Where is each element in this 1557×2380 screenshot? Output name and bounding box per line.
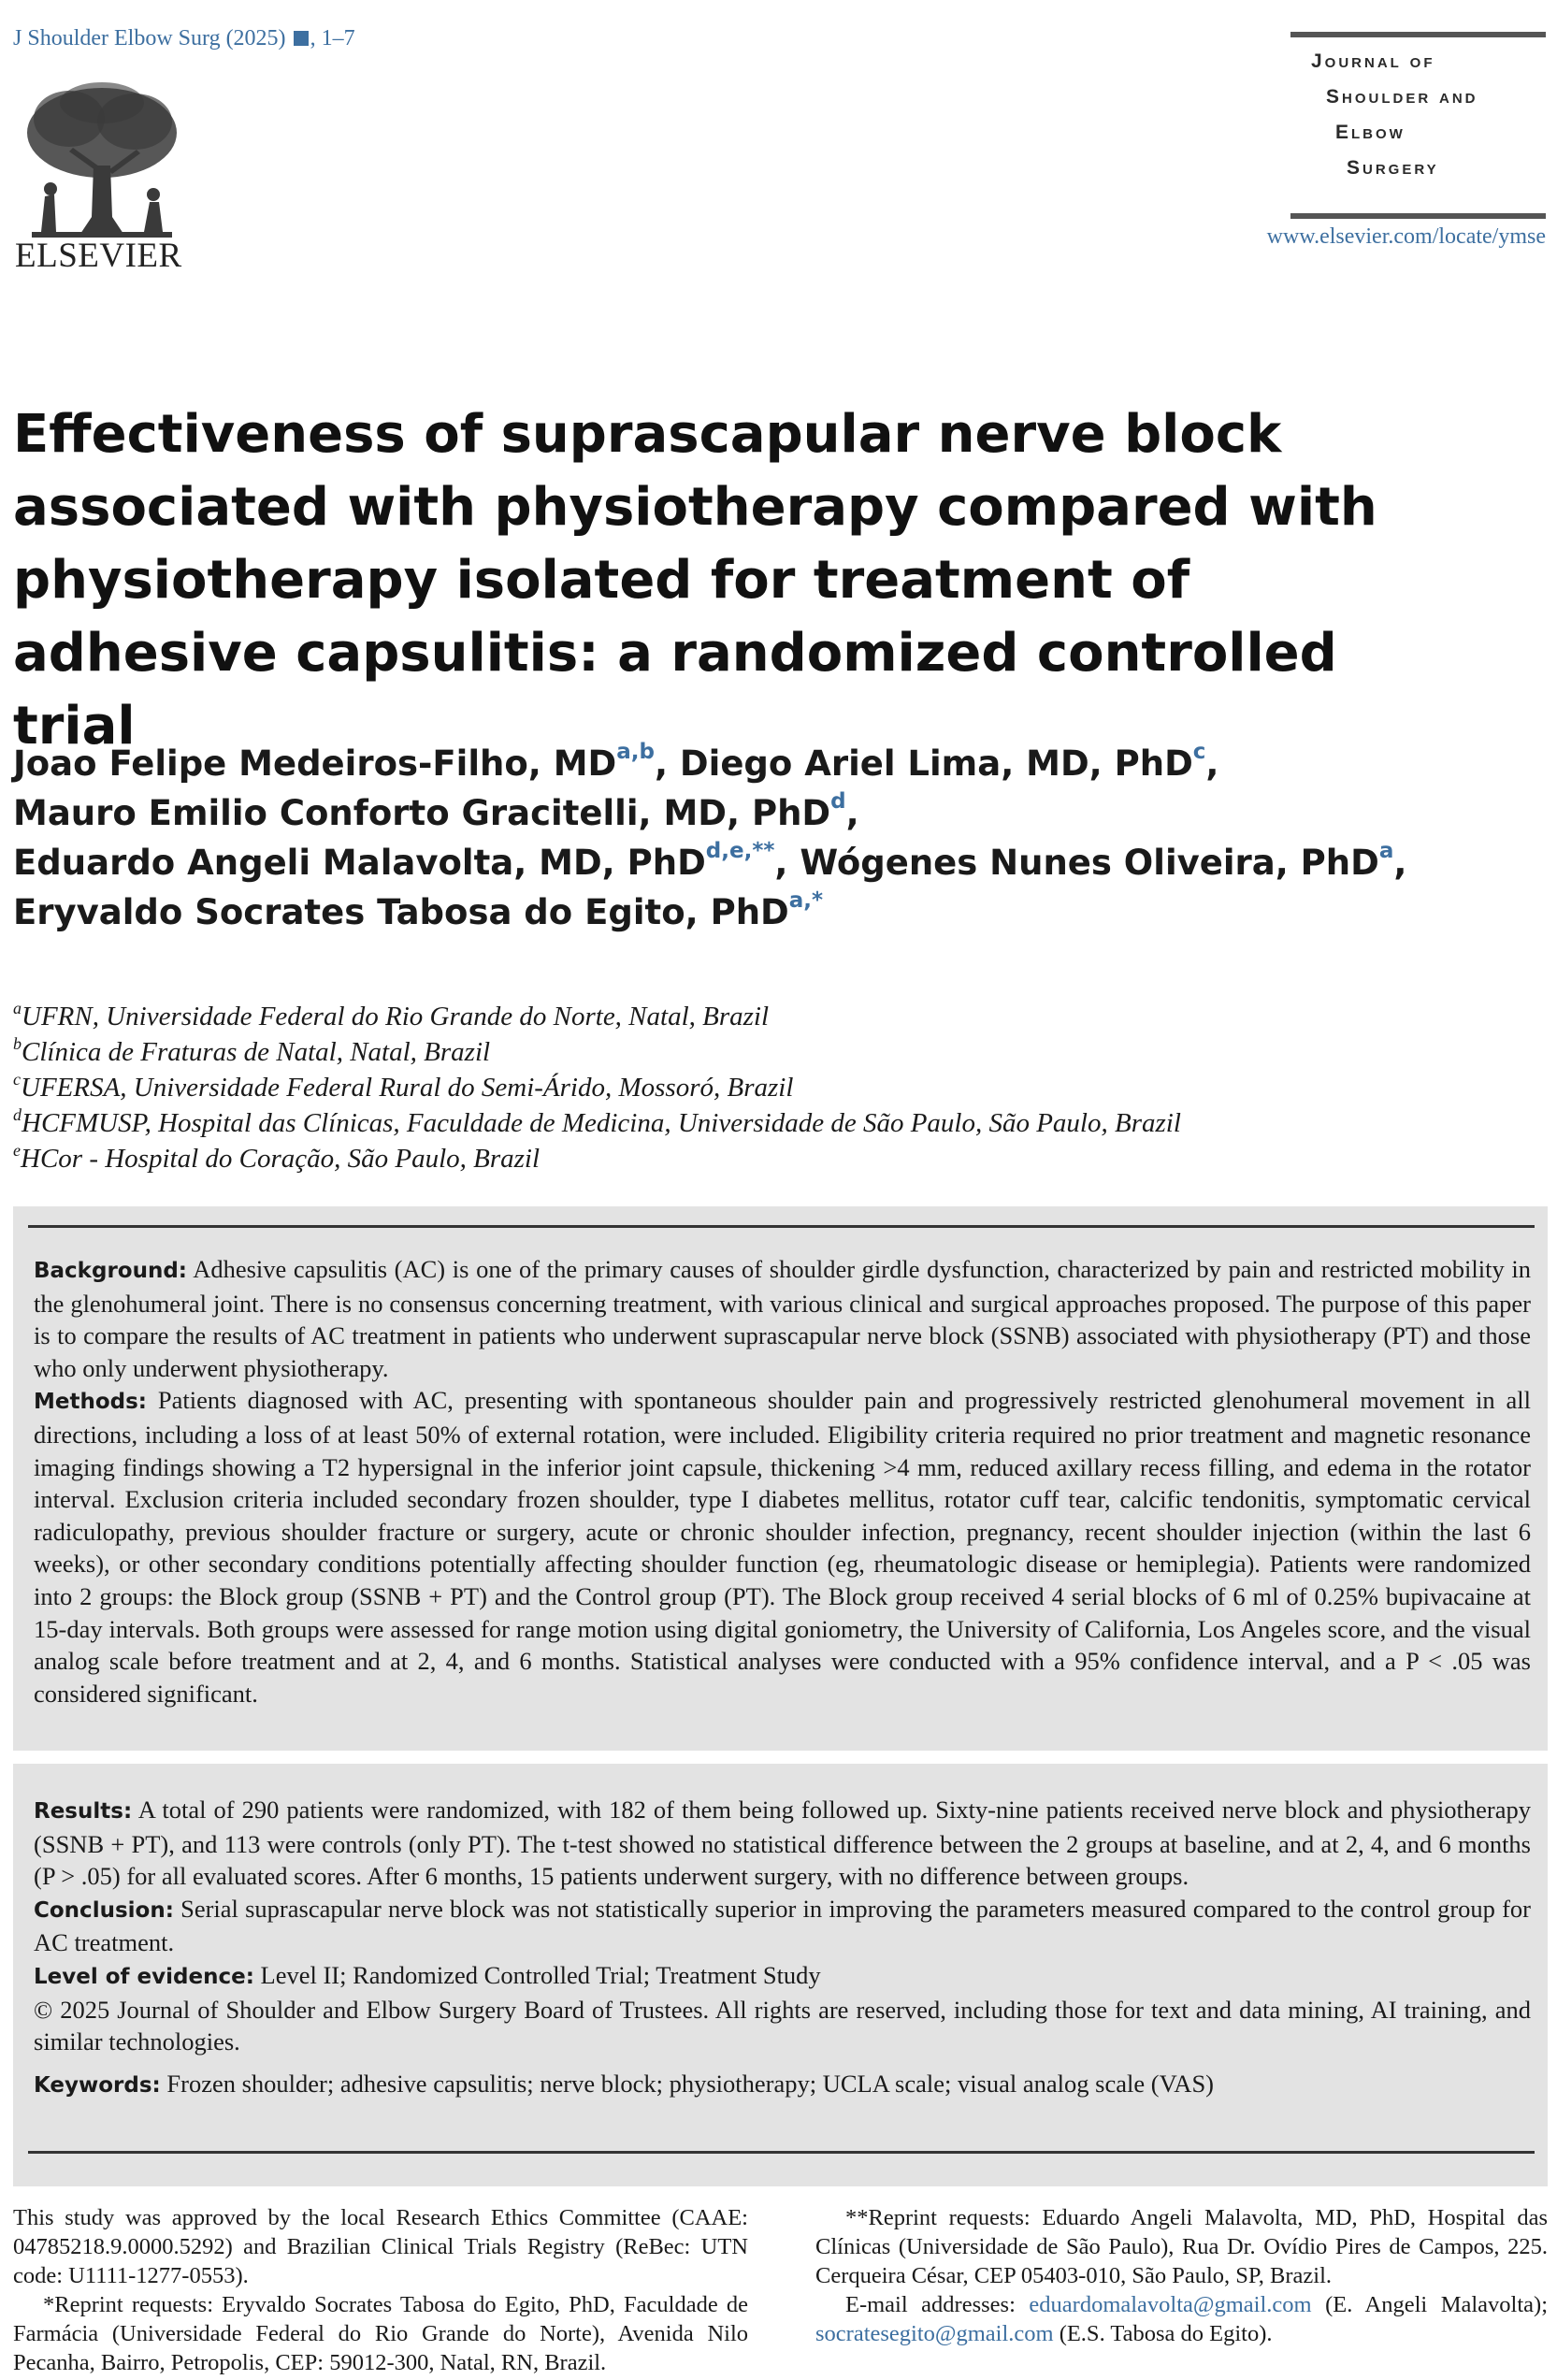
email-link-2[interactable]: socratesegito@gmail.com <box>815 2321 1054 2346</box>
abstract-bottom-rule <box>28 2151 1535 2154</box>
journal-logo-line-4: Surgery <box>1347 157 1439 179</box>
issue-square-icon <box>294 31 309 46</box>
affiliation-list <box>13 999 1181 1176</box>
author-affiliation-marker[interactable]: c <box>1192 740 1206 764</box>
affiliation-item: $^a$UFRN, Universidade Federal do Rio Grande do Norte, Natal, Brazil <box>13 999 770 1031</box>
journal-logo-box <box>1290 32 1546 219</box>
author-affiliation-marker[interactable]: a <box>1378 839 1394 863</box>
author-affiliation-marker[interactable]: d <box>830 789 846 814</box>
journal-citation: J Shoulder Elbow Surg (2025) , 1–7 <box>13 26 355 50</box>
affiliation-item: $^e$HCor - Hospital do Coração, São Paulo, Brazil <box>13 1141 541 1174</box>
journal-logo-line-3: Elbow <box>1335 122 1406 143</box>
email-addresses: E-mail addresses: eduardomalavolta@gmail.com (E. Angeli Malavolta); socratesegito@gmail.com (E.S. Tabosa do Egito). <box>815 2292 1548 2346</box>
footnote-left-column <box>13 2203 748 2377</box>
abstract-keywords: Keywords: Frozen shoulder; adhesive capsulitis; nerve block; physiotherapy; UCLA scale; visual analog scale (VAS) <box>34 2069 1215 2098</box>
author-name: Mauro Emilio Conforto Gracitelli, MD, PhD <box>13 793 831 833</box>
affiliation-item: $^d$HCFMUSP, Hospital das Clínicas, Faculdade de Medicina, Universidade de São Paulo, São Paulo, Brazil <box>13 1105 1181 1138</box>
reprint-request-2: **Reprint requests: Eduardo Angeli Malavolta, MD, PhD, Hospital das Clínicas (Universidade de São Paulo), Rua Dr. Ovídio Pires de Campos, 225. Cerqueira César, CEP 05403-010, São Paulo, SP, Brazil. <box>815 2205 1548 2288</box>
abstract-level-of-evidence: Level of evidence: Level II; Randomized Controlled Trial; Treatment Study <box>34 1960 821 1989</box>
author-affiliation-marker[interactable]: a,* <box>788 888 824 913</box>
author-name: Eduardo Angeli Malavolta, MD, PhD <box>13 843 706 883</box>
journal-url-link[interactable]: www.elsevier.com/locate/ymse <box>1266 224 1546 249</box>
author-name: Diego Ariel Lima, MD, PhD <box>679 743 1193 784</box>
publisher-name: ELSEVIER <box>15 237 182 275</box>
author-name: Wógenes Nunes Oliveira, PhD <box>800 843 1379 883</box>
author-name: Eryvaldo Socrates Tabosa do Egito, PhD <box>13 892 789 932</box>
journal-logo-line-2: Shoulder and <box>1326 86 1478 108</box>
author-name: Joao Felipe Medeiros-Filho, MD <box>13 743 617 784</box>
author-affiliation-marker[interactable]: a,b <box>616 740 655 764</box>
footnote-right-column <box>815 2203 1548 2348</box>
affiliation-item: $^b$Clínica de Fraturas de Natal, Natal, Brazil <box>13 1034 491 1067</box>
reprint-request-1: *Reprint requests: Eryvaldo Socrates Tabosa do Egito, PhD, Faculdade de Farmácia (Universidade Federal do Rio Grande do Norte), Avenida Nilo Pecanha, Bairro, Petropolis, CEP: 59012-300, Natal, RN, Brazil. <box>13 2292 748 2375</box>
author-list: Joao Felipe Medeiros-Filho, MD$^{a,b}$, Diego Ariel Lima, MD, PhD$^c$, Mauro Emilio Conforto Gracitelli, MD, PhD$^d$, Eduardo Angeli Malavolta, MD, PhD$^{d,e,**}$, Wógenes Nunes Oliveira, PhD$^a$, Eryvaldo Socrates Tabosa do Egito, PhD$^{a,*}$ <box>13 740 1407 932</box>
abstract-copyright: © 2025 Journal of Shoulder and Elbow Surgery Board of Trustees. All rights are reserved, including those for text and data mining, AI training, and similar technologies. <box>34 1995 1531 2056</box>
ethics-note: This study was approved by the local Research Ethics Committee (CAAE: 04785218.9.0000.5292) and Brazilian Clinical Trials Registry (ReBec: UTN code: U1111-1277-0553). <box>13 2205 748 2288</box>
email-link-1[interactable]: eduardomalavolta@gmail.com <box>1029 2292 1312 2317</box>
abstract-methods: Methods: Patients diagnosed with AC, presenting with spontaneous shoulder pain and progressively restricted glenohumeral movement in all directions, including a loss of at least 50% of external rotation, were included. Eligibility criteria required no prior treatment and magnetic resonance imaging findings showing a T2 hypersignal in the inferior joint capsule, thickening >4 mm, reduced axillary recess filling, and edema in the rotator interval. Exclusion criteria included secondary frozen shoulder, type I diabetes mellitus, rotator cuff tear, calcific tendonitis, symptomatic cervical radiculopathy, previous shoulder fracture or surgery, acute or chronic shoulder infection, pregnancy, recent shoulder injection (within the last 6 weeks), or other secondary conditions potentially affecting shoulder function (eg, rheumatologic disease or hemiplegia). Patients were randomized into 2 groups: the Block group (SSNB + PT) and the Control group (PT). The Block group received 4 serial blocks of 6 ml of 0.25% bupivacaine at 15-day intervals. Both groups were assessed for range motion using digital goniometry, the University of California, Los Angeles score, and the visual analog scale before treatment and at 2, 4, and 6 months. Statistical analyses were conducted with a 95% confidence interval, and a P < .05 was considered significant. <box>34 1386 1531 1708</box>
journal-logo-line-1: Journal of <box>1311 50 1435 72</box>
abstract-box-lower <box>13 1764 1548 2186</box>
article-title: Effectiveness of suprascapular nerve block associated with physiotherapy compared with physiotherapy isolated for treatment of adhesive capsulitis: a randomized controlled trial <box>13 404 1377 757</box>
abstract-background: Background: Adhesive capsulitis (AC) is one of the primary causes of shoulder girdle dysfunction, characterized by pain and restricted mobility in the glenohumeral joint. There is no consensus concerning treatment, with various clinical and surgical approaches proposed. The purpose of this paper is to compare the results of AC treatment in patients who underwent suprascapular nerve block (SSNB) associated with physiotherapy (PT) and those who only underwent physiotherapy. <box>34 1255 1531 1382</box>
abstract-results: Results: A total of 290 patients were randomized, with 182 of them being followed up. Sixty-nine patients received nerve block and physiotherapy (SSNB + PT), and 113 were controls (only PT). The t-test showed no statistical difference between the 2 groups at baseline, and at 2, 4, and 6 months (P > .05) for all evaluated scores. After 6 months, 15 patients underwent surgery, with no difference between groups. <box>34 1796 1531 1891</box>
author-affiliation-marker[interactable]: d,e,** <box>705 839 775 863</box>
abstract-box-upper <box>13 1206 1548 1751</box>
abstract-top-rule <box>28 1225 1535 1228</box>
abstract-conclusion: Conclusion: Serial suprascapular nerve block was not statistically superior in improving the parameters measured compared to the control group for AC treatment. <box>34 1894 1531 1957</box>
affiliation-item: $^c$UFERSA, Universidade Federal Rural do Semi-Árido, Mossoró, Brazil <box>13 1070 794 1103</box>
